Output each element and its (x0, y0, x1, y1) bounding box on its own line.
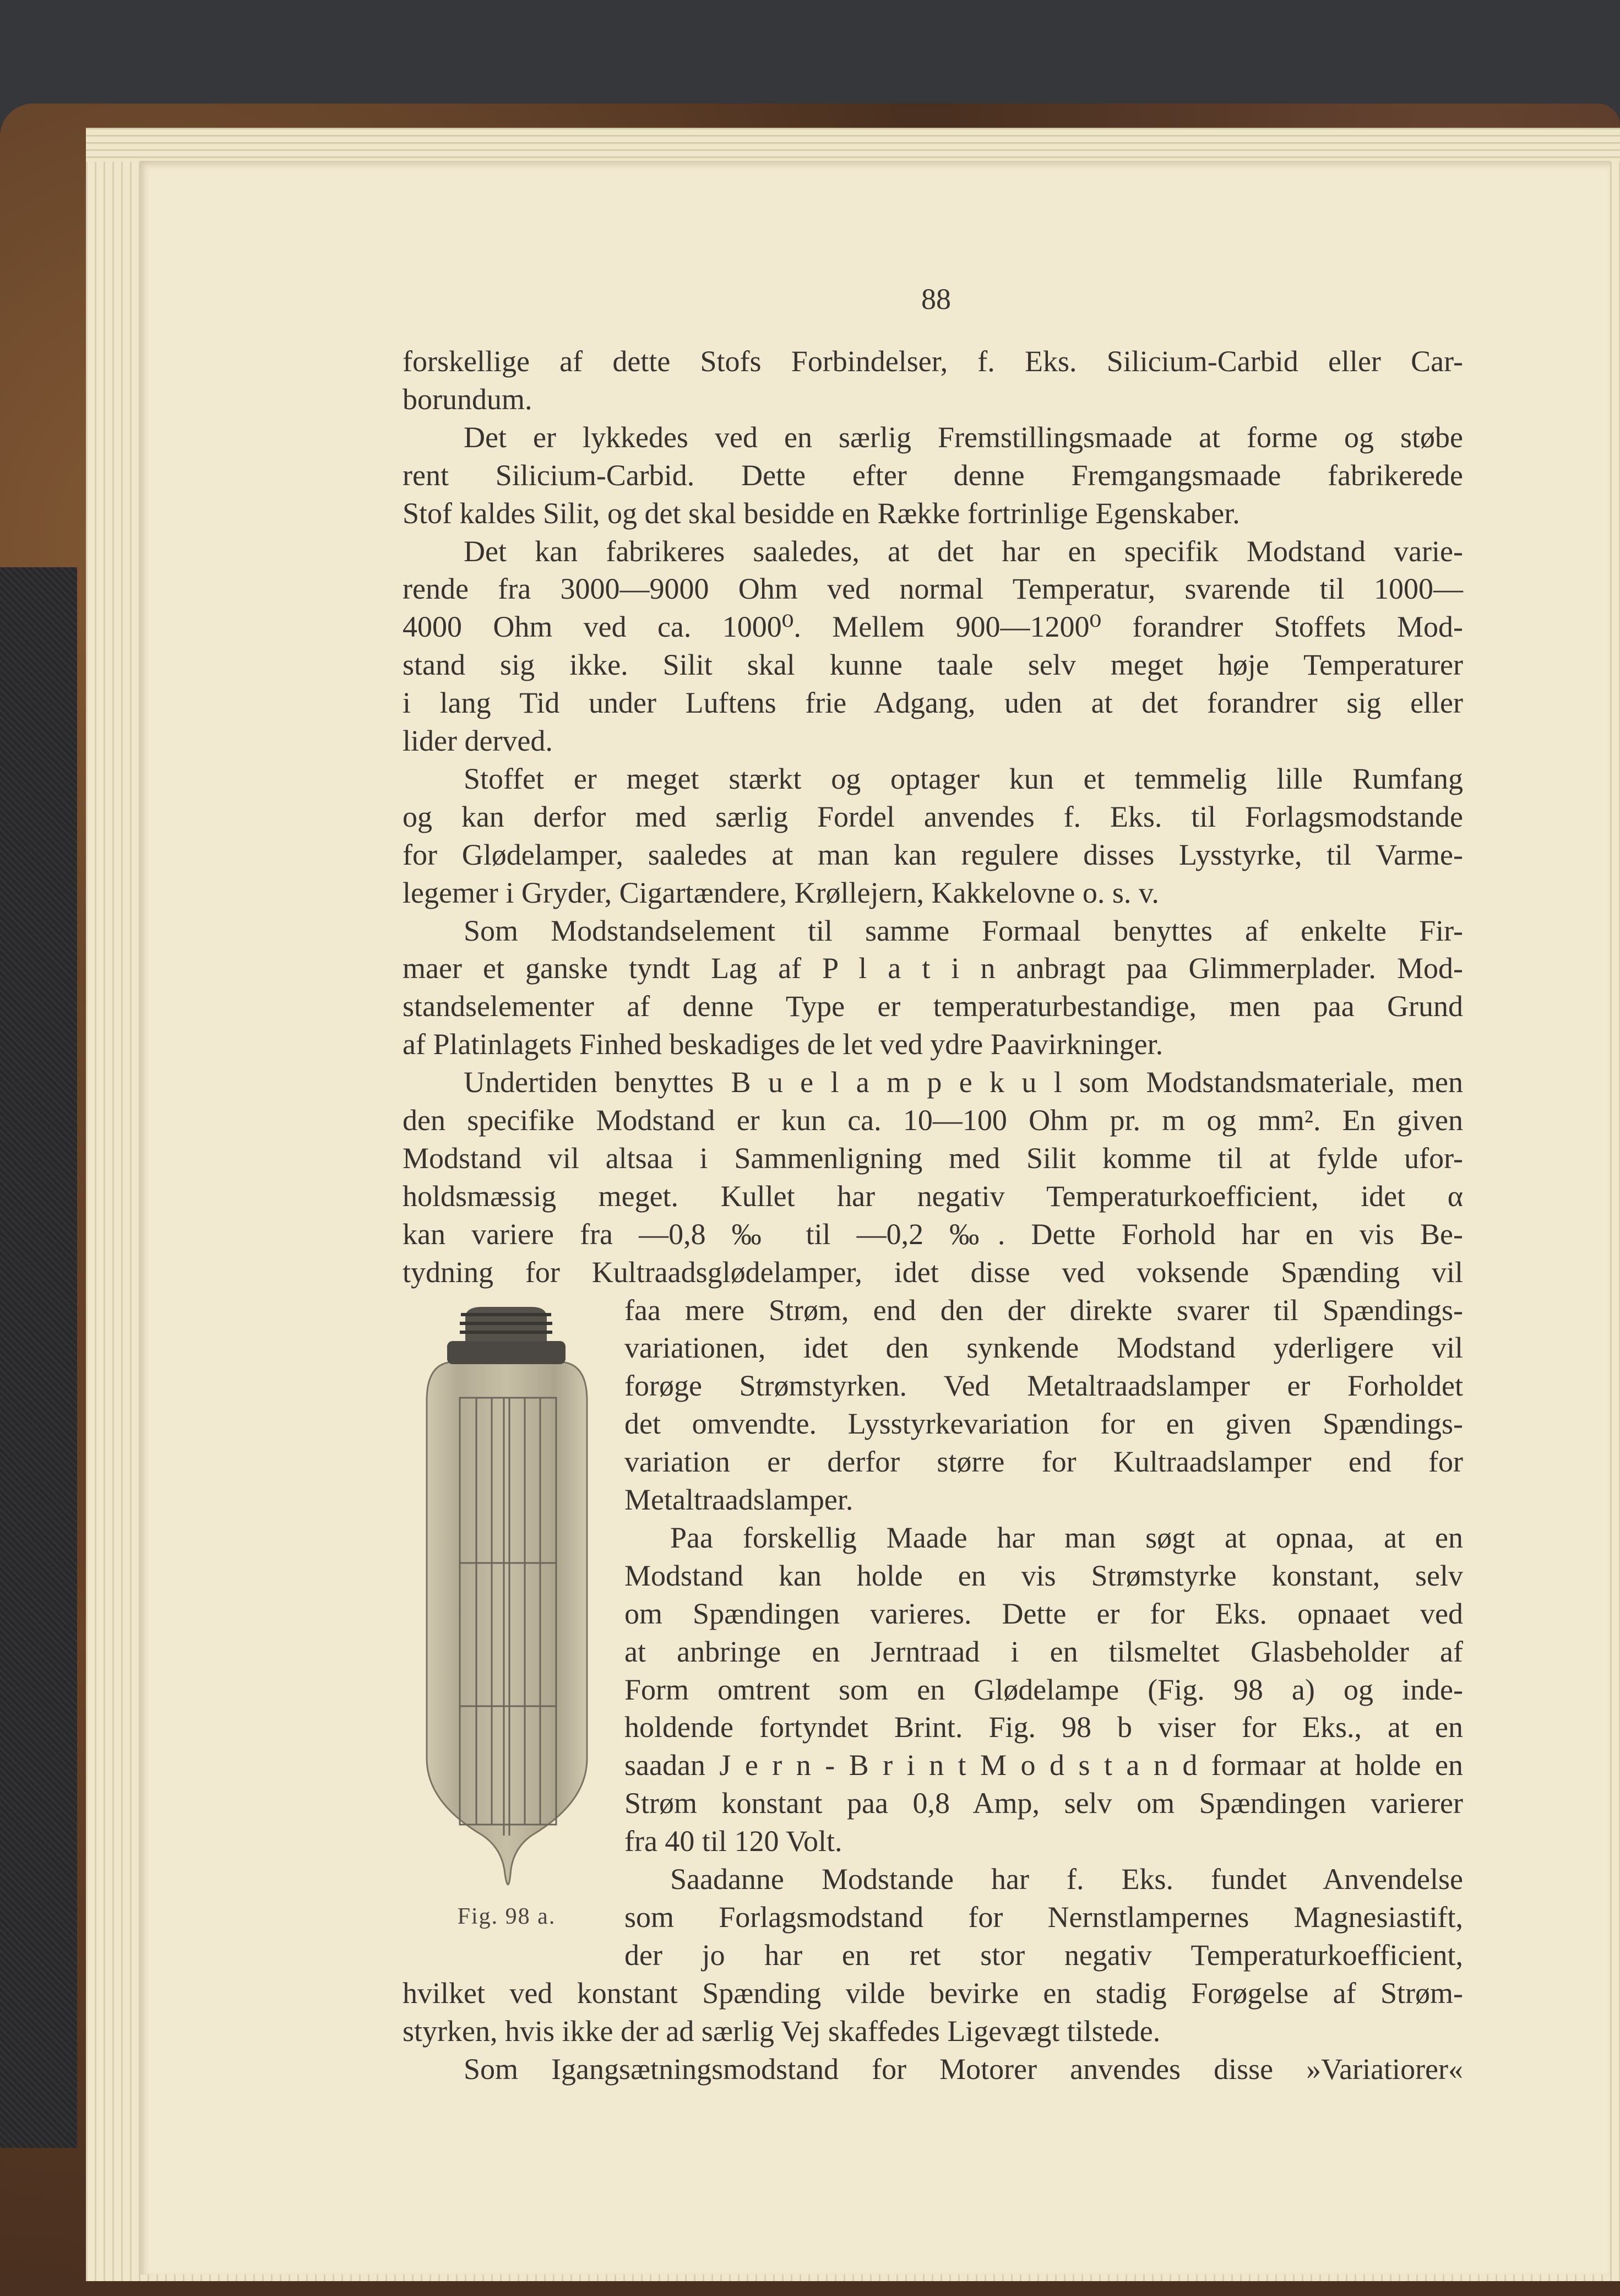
text-line: standselementer af denne Type er temperaturbestandige, men paa Grund (403, 990, 1463, 1023)
text-line: fra 40 til 120 Volt. (624, 1825, 842, 1858)
text-line: Som Igangsætningsmodstand for Motorer anvendes disse »Variatiorer« (464, 2053, 1463, 2086)
page-number: 88 (921, 283, 951, 316)
text-line: forøge Strømstyrken. Ved Metaltraadslamper er Forholdet (624, 1369, 1463, 1402)
text-line: Som Modstandselement til samme Formaal benyttes af enkelte Fir- (464, 914, 1463, 947)
text-line: om Spændingen varieres. Dette er for Eks. opnaaet ved (624, 1597, 1463, 1630)
text-line: Stof kaldes Silit, og det skal besidde en Række fortrinlige Egenskaber. (403, 497, 1240, 530)
text-line: Strøm konstant paa 0,8 Amp, selv om Spændingen varierer (624, 1787, 1463, 1820)
text-line: at anbringe en Jerntraad i en tilsmeltet Glasbeholder af (624, 1635, 1463, 1668)
text-line: variation er derfor større for Kultraadslamper end for (624, 1445, 1463, 1478)
text-line: maer et ganske tyndt Lag af P l a t i n anbragt paa Glimmerplader. Mod- (403, 952, 1463, 985)
text-line: borundum. (403, 383, 532, 416)
text-line: Undertiden benyttes B u e l a m p e k u l som Modstandsmateriale, men (464, 1066, 1463, 1099)
light-bulb-illustration (421, 1307, 592, 1895)
text-line: som Forlagsmodstand for Nernstlampernes Magnesiastift, (624, 1901, 1463, 1934)
text-line: forskellige af dette Stofs Forbindelser, f. Eks. Silicium-Carbid eller Car- (403, 345, 1463, 378)
text-line: kan variere fra —0,8 ‰ til —0,2 ‰. Dette Forhold har en vis Be- (403, 1218, 1463, 1251)
text-line: styrken, hvis ikke der ad særlig Vej skaffedes Ligevægt tilstede. (403, 2015, 1161, 2048)
text-line: rent Silicium-Carbid. Dette efter denne Fremgangsmaade fabrikerede (403, 459, 1463, 492)
text-line: Metaltraadslamper. (624, 1483, 854, 1516)
text-line: holdende fortyndet Brint. Fig. 98 b viser for Eks., at en (624, 1711, 1463, 1744)
figure-caption: Fig. 98 a. (457, 1904, 556, 1929)
text-line: lider derved. (403, 724, 553, 757)
text-line: Form omtrent som en Glødelampe (Fig. 98 a) og inde- (624, 1673, 1463, 1706)
text-line: variationen, idet den synkende Modstand yderligere vil (624, 1331, 1463, 1364)
text-line: det omvendte. Lysstyrkevariation for en given Spændings- (624, 1407, 1463, 1440)
text-line: Modstand kan holde en vis Strømstyrke konstant, selv (624, 1559, 1463, 1592)
text-line: der jo har en ret stor negativ Temperaturkoefficient, (624, 1939, 1463, 1972)
text-line: tydning for Kultraadsglødelamper, idet disse ved voksende Spænding vil (403, 1256, 1463, 1289)
text-line: Det kan fabrikeres saaledes, at det har en specifik Modstand varie- (464, 535, 1463, 568)
text-line: legemer i Gryder, Cigartændere, Krøllejern, Kakkelovne o. s. v. (403, 876, 1159, 909)
page-stack-top-edges (86, 128, 1620, 162)
text-line: rende fra 3000—9000 Ohm ved normal Temperatur, svarende til 1000— (403, 572, 1463, 605)
text-line: holdsmæssig meget. Kullet har negativ Temperaturkoefficient, idet α (403, 1180, 1463, 1213)
text-line: Modstand vil altsaa i Sammenligning med Silit komme til at fylde ufor- (403, 1142, 1463, 1175)
text-line: hvilket ved konstant Spænding vilde bevirke en stadig Forøgelse af Strøm- (403, 1977, 1463, 2010)
text-line: Det er lykkedes ved en særlig Fremstillingsmaade at forme og støbe (464, 421, 1463, 454)
text-line: saadan J e r n - B r i n t M o d s t a n d formaar at holde en (624, 1749, 1463, 1782)
text-line: faa mere Strøm, end den der direkte svarer til Spændings- (624, 1294, 1463, 1327)
text-line: stand sig ikke. Silit skal kunne taale selv meget høje Temperaturer (403, 648, 1463, 681)
text-line: for Glødelamper, saaledes at man kan regulere disses Lysstyrke, til Varme- (403, 838, 1463, 871)
text-line: den specifike Modstand er kun ca. 10—100 Ohm pr. m og mm². En given (403, 1104, 1463, 1137)
text-line: Stoffet er meget stærkt og optager kun et temmelig lille Rumfang (464, 762, 1463, 795)
text-line: 4000 Ohm ved ca. 1000⁰. Mellem 900—1200⁰ forandrer Stoffets Mod- (403, 610, 1463, 643)
figure-light-bulb (421, 1307, 592, 1895)
text-line: Paa forskellig Maade har man søgt at opnaa, at en (670, 1521, 1463, 1554)
text-line: i lang Tid under Luftens frie Adgang, uden at det forandrer sig eller (403, 686, 1463, 719)
book-cover-cloth (0, 567, 77, 2148)
text-line: og kan derfor med særlig Fordel anvendes f. Eks. til Forlagsmodstande (403, 800, 1463, 833)
text-line: Saadanne Modstande har f. Eks. fundet Anvendelse (670, 1863, 1463, 1896)
text-line: af Platinlagets Finhed beskadiges de let ved ydre Paavirkninger. (403, 1028, 1164, 1061)
